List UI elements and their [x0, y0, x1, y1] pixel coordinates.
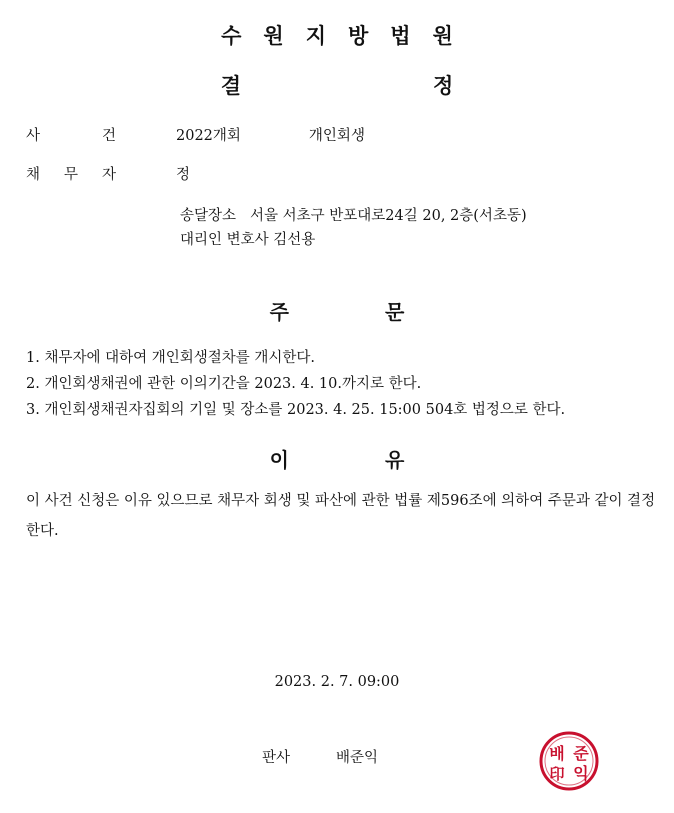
case-name: 개인회생: [308, 128, 365, 144]
seal-char-4: 익: [573, 764, 589, 783]
seal-char-3: 印: [549, 765, 565, 783]
judge-signature-line: [262, 746, 378, 767]
case-number: 2022개회: [176, 128, 241, 144]
title-char-right: 정: [433, 74, 454, 98]
debtor-row: [26, 163, 190, 184]
court-name: 수원지방법원: [221, 24, 475, 48]
debtor-label-char: 무: [64, 167, 79, 183]
reason-title: [0, 444, 674, 473]
document-title: [0, 70, 674, 100]
debtor-label-char: 자: [102, 167, 117, 183]
order-item-3: 3. 개인회생채권자집회의 기일 및 장소를 2023. 4. 25. 15:00 504호 법정으로 한다.: [26, 402, 566, 418]
judge-title: 판사: [262, 750, 291, 766]
case-label: [26, 124, 176, 145]
title-char-left: 결: [220, 74, 241, 98]
service-address-row: [180, 204, 527, 225]
order-title-left: 주: [269, 300, 289, 324]
order-item-2: 2. 개인회생채권에 관한 이의기간을 2023. 4. 10.까지로 한다.: [26, 376, 422, 392]
reason-title-right: 유: [385, 448, 405, 472]
agent-row: 대리인 변호사 김선용: [180, 232, 316, 248]
order-title: [0, 296, 674, 325]
decision-datetime: 2023. 2. 7. 09:00: [274, 674, 400, 690]
case-label-char: 건: [102, 128, 117, 144]
service-address-label: 송달장소: [180, 208, 237, 224]
debtor-name: 정: [176, 167, 191, 183]
judge-name: 배준익: [336, 750, 379, 766]
order-title-right: 문: [385, 300, 405, 324]
service-address: 서울 서초구 반포대로24길 20, 2층(서초동): [250, 208, 527, 224]
debtor-label: [26, 163, 176, 184]
reason-title-left: 이: [269, 448, 289, 472]
seal-char-1: 배: [549, 744, 565, 763]
order-item-1: 1. 채무자에 대하여 개인회생절차를 개시한다.: [26, 350, 316, 366]
reason-text: 이 사건 신청은 이유 있으므로 채무자 회생 및 파산에 관한 법률 제596조에 의하여 주문과 같이 결정한다.: [26, 493, 656, 539]
judge-seal-stamp: [538, 730, 600, 792]
case-label-char: 사: [26, 128, 41, 144]
debtor-label-char: 채: [26, 167, 41, 183]
seal-char-2: 준: [573, 744, 589, 763]
case-row: [26, 124, 365, 145]
